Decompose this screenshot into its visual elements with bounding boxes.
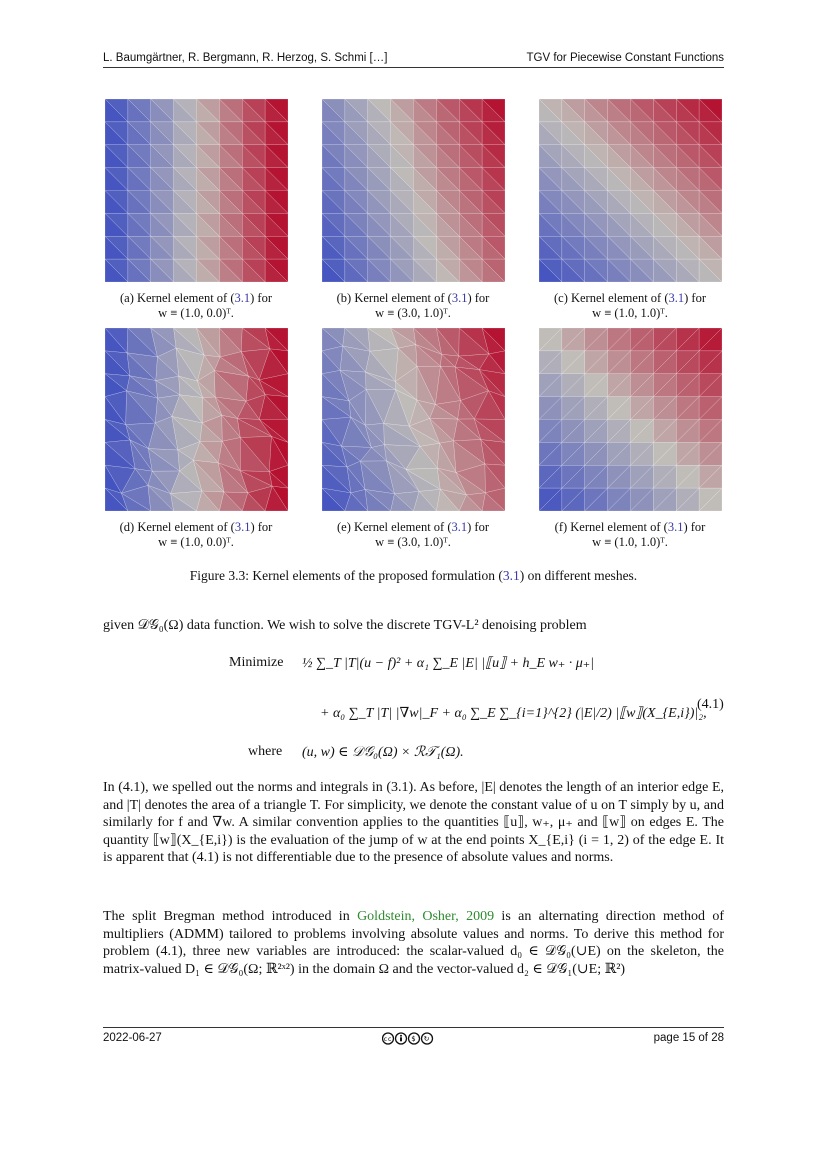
eq-line-2: + α₀ ∑_T |T| |∇w|_F + α₀ ∑_E ∑_{i=1}^{2} (|E|/2) |⟦w⟧(X_{E,i})|₂, xyxy=(320,706,707,721)
footer-page: page 15 of 28 xyxy=(653,1032,724,1044)
caption-b: (b) Kernel element of (3.1) for w ≡ (3.0, 1.0)ᵀ. xyxy=(336,291,490,320)
eq-where-label: where xyxy=(248,744,283,759)
caption-f: (f) Kernel element of (3.1) for w ≡ (1.0, 1.0)ᵀ. xyxy=(554,520,706,549)
ref-link[interactable]: 3.1 xyxy=(668,291,685,305)
svg-text:↻: ↻ xyxy=(423,1035,431,1044)
eq-line-1: ½ ∑_T |T|(u − f)² + α₁ ∑_E |E| |⟦u⟧ + h_E w₊ · μ₊| xyxy=(302,656,595,671)
ref-link[interactable]: 3.1 xyxy=(234,291,251,305)
paragraph-1: In (4.1), we spelled out the norms and integrals in (3.1). As before, |E| denotes the length of an interior edge E, and |T| denotes the area of a triangle T. For simplicity, we denote the constant value of u on T simply by u, and similarly for f and ∇w. A similar convention applies to the quantities ⟦u⟧, w₊, μ₊ and ⟦w⟧ on edges E. The quantity ⟦w⟧(X_{E,i}) is the evaluation of the jump of w at the end points X_{E,i} (i = 1, 2) of the edge E. It is apparent that (4.1) is not differentiable due to the presence of absolute values and norms. xyxy=(103,780,724,865)
caption-e: (e) Kernel element of (3.1) for w ≡ (3.0, 1.0)ᵀ. xyxy=(336,520,490,549)
eq-number: (4.1) xyxy=(697,697,724,712)
svg-text:cc: cc xyxy=(383,1036,393,1043)
kernel-plot-c xyxy=(539,99,722,282)
svg-text:$: $ xyxy=(411,1035,417,1044)
kernel-plot-e xyxy=(322,328,505,511)
ref-link[interactable]: 3.1 xyxy=(667,520,684,534)
kernel-plot-b xyxy=(322,99,505,282)
footer xyxy=(103,1027,724,1048)
kernel-plot-f xyxy=(539,328,722,511)
kernel-plot-a xyxy=(105,99,288,282)
kernel-plot-d xyxy=(105,328,288,511)
footer-date: 2022-06-27 xyxy=(103,1032,162,1044)
eq-minimize-label: Minimize xyxy=(229,655,284,670)
ref-link[interactable]: 3.1 xyxy=(502,568,520,583)
figure-caption: Figure 3.3: Kernel elements of the proposed formulation (3.1) on different meshes. xyxy=(189,568,638,583)
header-authors: L. Baumgärtner, R. Bergmann, R. Herzog, S. Schmi […] xyxy=(103,52,388,64)
header-title: TGV for Piecewise Constant Functions xyxy=(526,52,724,64)
paragraph-2: The split Bregman method introduced in Goldstein, Osher, 2009 is an alternating direction method of multipliers (ADMM) tailored to problems involving absolute values and norms. To derive this method for problem (4.1), three new variables are introduced: the scalar-valued d₀ ∈ 𝒟𝒢₀(∪E) on the skeleton, the matrix-valued D₁ ∈ 𝒟𝒢₀(Ω; ℝ²ˣ²) in the domain Ω and the vector-valued d₂ ∈ 𝒟𝒢₁(∪E; ℝ²) xyxy=(103,909,725,977)
intro-text: given 𝒟𝒢₀(Ω) data function. We wish to solve the discrete TGV-L² denoising problem xyxy=(103,618,587,633)
caption-d: (d) Kernel element of (3.1) for w ≡ (1.0, 0.0)ᵀ. xyxy=(119,520,273,549)
caption-a: (a) Kernel element of (3.1) for w ≡ (1.0, 0.0)ᵀ. xyxy=(119,291,273,320)
ref-link[interactable]: 3.1 xyxy=(451,291,468,305)
eq-line-3: (u, w) ∈ 𝒟𝒢₀(Ω) × ℛ𝒯₁(Ω). xyxy=(302,745,464,760)
caption-c: (c) Kernel element of (3.1) for w ≡ (1.0, 1.0)ᵀ. xyxy=(553,291,707,320)
ref-link[interactable]: 3.1 xyxy=(451,520,468,534)
license-icon xyxy=(382,1032,434,1048)
ref-link[interactable]: 3.1 xyxy=(234,520,251,534)
running-header xyxy=(103,52,724,68)
citation-link[interactable]: Goldstein, Osher, 2009 xyxy=(357,909,495,924)
